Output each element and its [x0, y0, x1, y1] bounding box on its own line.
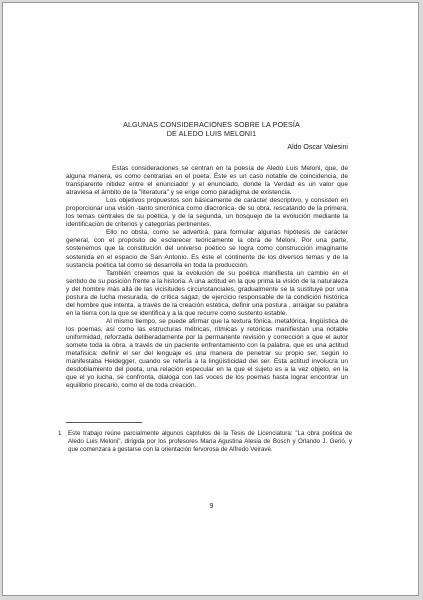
title-line-1: ALGUNAS CONSIDERACIONES SOBRE LA POESÍA — [123, 120, 300, 129]
paragraph-3: Ello no obsta, como se advertirá, para formular algunas hipótesis de carácter general, con el propósito de esclarecer teóricamente la obra de Meloni. Por una parte, sostenemos que la constitución del universo poético se logra como construcción imaginante sostenida en el espacio de San Antonio. Es éste el continente de los diversos temas y de la sustancia poética tal como se desarrolla en toda la producción. — [66, 229, 348, 269]
author-name: Aldo Oscar Valesini — [287, 144, 348, 151]
paragraph-2: Los objetivos propuestos son básicamente de carácter descriptivo, y consisten en proporcionar una visión -tanto sincrónica como diacrónica- de su obra, rescatando de la primera, los temas centrales de su poética, y de la segunda, un bosquejo de la evolución mediante la identificación de criterios y categorías pertinentes. — [66, 197, 348, 229]
paragraph-4: También creemos que la evolución de su poética manifiesta un cambio en el sentido de su posición frente a la historia. A una actitud en la que prima la visión de la naturaleza y del hombre más allá de las vicisitudes circunstanciales, gradualmente se la sustituye por una postura de lucha mesurada, de crítica sagaz, de ejercicio responsable de la condición histórica del hombre que intenta, a través de la creación estética, definir una postura , arraigar su palabra en la tierra con la que se identifica y a la que recurre como sustento estable. — [66, 269, 348, 317]
title-line-2: DE ALEDO LUIS MELONI1 — [166, 128, 257, 138]
footnote-mark: 1 — [58, 430, 62, 437]
article-title — [0, 121, 423, 138]
paragraph-1: Estas consideraciones se centran en la poesía de Aledo Luis Meloni, que, de alguna manera, es como centrarias en el poeta. Éste es un caso notable de coincidencia, de transparente nitidez entre el enunciador y el enunciado, donde la Verdad es un valor que atraviesa el ámbito de la "literatura" y se erige como paradigma de existencia. — [66, 165, 348, 197]
footnote-divider — [66, 422, 142, 423]
article-body — [66, 165, 348, 390]
footnote — [58, 430, 352, 453]
page-number: 9 — [209, 503, 214, 510]
paragraph-5: Al mismo tiempo, se puede afirmar que la textura fónica, metafórica, lingüística de los poemas, así como las estructuras métricas, rítmicas y retóricas manifiestan una notable uniformidad, reforzada deliberadamente por la permanente revisión y corrección a que el autor somete toda la obra, a través de un paciente enfrentamiento con la palabra, que es una actitud metafísica: definir el ser del lenguaje es una manera de penetrar su propio ser, según lo manifestaba Heidegger, cuando se refería a la lingüisticidad del ser. Esta actitud involucra un desdoblamiento del poeta, una relación especular en la que el sujeto es a la vez objeto, en la que el yo lucha, se confronta, dialoga con las voces de los poemas hasta lograr encontrar un equilibrio precario, como el de toda creación. — [66, 317, 348, 390]
footnote-text: Este trabajo reúne parcialmente algunos capítulos de la Tesis de Licenciatura: "La obra poética de Aledo Luis Meloni", dirigida por los profesores María Agustina Alesia de Bosch y Orlando J. Gerió, y que comenzara a gestarse con la orientación fervorosa de Alfredo Veiravé. — [68, 430, 352, 453]
